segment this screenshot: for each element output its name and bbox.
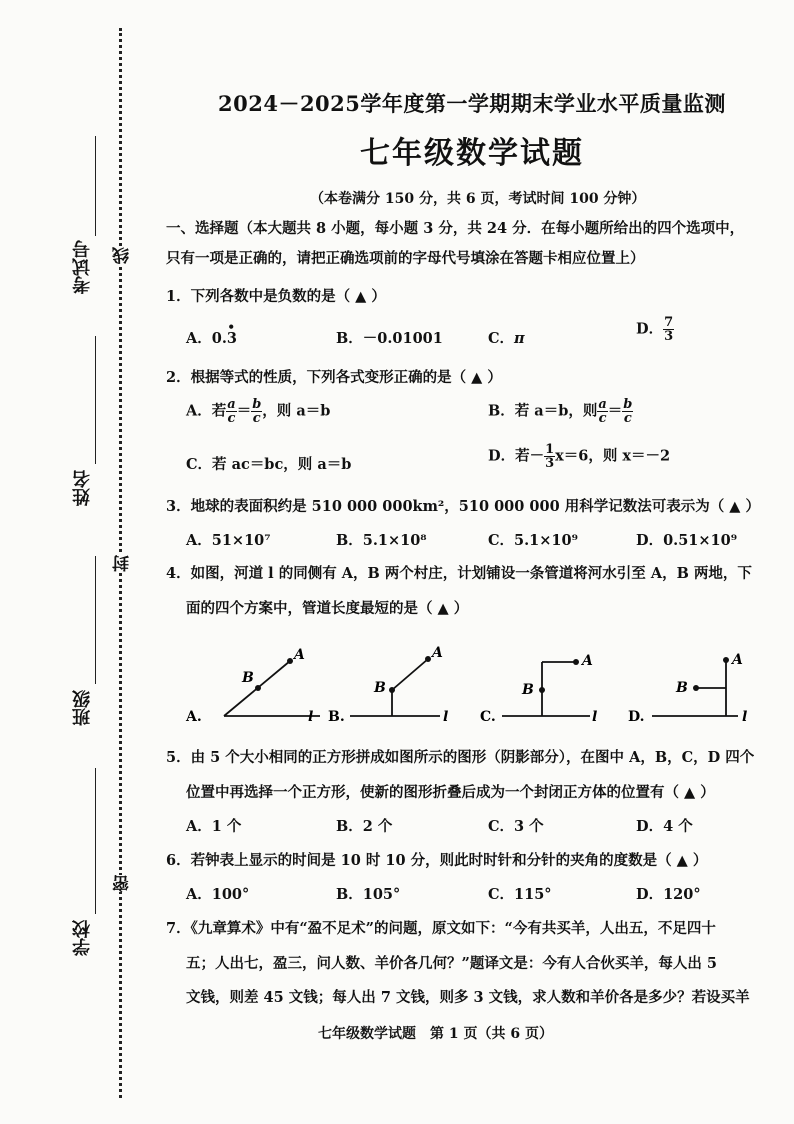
- q4-figures: [180, 640, 770, 730]
- school-label: 学校: [72, 920, 93, 956]
- exam-title: 2024－2025学年度第一学期期末学业水平质量监测: [218, 91, 726, 116]
- q5-option-a: A．1 个: [186, 818, 242, 835]
- q1-option-d: D． $\frac{7}{3}$: [636, 315, 674, 344]
- svg-text:B: B: [374, 680, 386, 696]
- q5-line2: 位置中再选择一个正方形，使新的图形折叠后成为一个封闭正方体的位置有（ ▲ ）: [186, 784, 715, 801]
- q1-option-a: [186, 320, 237, 348]
- page-footer: 七年级数学试题 第 1 页（共 6 页）: [318, 1026, 553, 1042]
- repeating-dot: •: [227, 320, 235, 334]
- q4-figure-c: [480, 653, 597, 725]
- svg-text:l: l: [308, 709, 314, 725]
- svg-text:l: l: [592, 709, 598, 725]
- svg-text:A: A: [294, 647, 305, 663]
- q1-a-label: A．: [186, 330, 212, 347]
- q4-figure-a: [185, 647, 320, 725]
- name-blank: [95, 336, 96, 464]
- q2-option-a: A．若 $\frac{a}{c}$ ＝ $\frac{b}{c}$ ，则 a＝b: [186, 397, 331, 426]
- svg-text:C.: C.: [480, 709, 496, 725]
- section1-intro-line1: 一、选择题（本大题共 8 小题，每小题 3 分，共 24 分．在每小题所给出的四个选项中，: [166, 220, 745, 237]
- class-label: 班级: [72, 690, 93, 726]
- svg-text:D.: D.: [628, 709, 645, 725]
- svg-text:B: B: [676, 680, 688, 696]
- q6-stem: 6．若钟表上显示的时间是 10 时 10 分，则此时时针和分针的夹角的度数是（ ▲ ）: [166, 852, 708, 869]
- exam-number-label: 考试号: [72, 240, 93, 294]
- svg-text:l: l: [443, 709, 449, 725]
- q6-option-b: B．105°: [336, 886, 401, 903]
- q3-option-c: C．5.1×10⁹: [488, 532, 578, 549]
- q7-line3: 文钱，则差 45 文钱；每人出 7 文钱，则多 3 文钱，求人数和羊价各是多少？若设买羊: [186, 989, 750, 1006]
- school-blank: [95, 768, 96, 914]
- subject-title: 七年级数学试题: [360, 136, 584, 171]
- q5-option-b: B．2 个: [336, 818, 393, 835]
- q6-option-d: D．120°: [636, 886, 701, 903]
- q3-option-d: D．0.51×10⁹: [636, 532, 738, 549]
- svg-text:A: A: [732, 652, 743, 668]
- q7-line1: 7．《九章算术》中有“盈不足术”的问题，原文如下：“今有共买羊，人出五，不足四十: [166, 920, 716, 937]
- svg-text:A: A: [432, 645, 443, 661]
- q4-line1: 4．如图，河道 l 的同侧有 A，B 两个村庄，计划铺设一条管道将河水引至 A，B 两地，下: [166, 565, 752, 582]
- q2-stem: 2．根据等式的性质，下列各式变形正确的是（ ▲ ）: [166, 369, 502, 386]
- q3-option-a: A．51×10⁷: [186, 532, 271, 549]
- svg-text:B.: B.: [328, 709, 345, 725]
- q5-line1: 5．由 5 个大小相同的正方形拼成如图所示的图形（阴影部分），在图中 A，B，C，D 四个: [166, 749, 755, 766]
- q6-option-a: A．100°: [186, 886, 250, 903]
- q1-option-b: B．－0.01001: [336, 330, 443, 347]
- seal-seal-char: 封: [110, 555, 135, 572]
- svg-text:A: A: [582, 653, 593, 669]
- name-label: 姓名: [72, 470, 93, 506]
- class-blank: [95, 556, 96, 684]
- q1-d-fraction: $\frac{7}{3}$: [664, 315, 674, 344]
- q5-option-d: D．4 个: [636, 818, 693, 835]
- q1-option-c: C．π: [488, 330, 525, 347]
- seal-secret-char: 密: [110, 875, 135, 892]
- q2-option-d: D．若－ $\frac{1}{3}$ x＝6，则 x＝－2: [488, 442, 671, 471]
- section1-intro-line2: 只有一项是正确的，请把正确选项前的字母代号填涂在答题卡相应位置上）: [166, 250, 645, 267]
- q3-option-b: B．5.1×10⁸: [336, 532, 427, 549]
- q3-stem: 3．地球的表面积约是 510 000 000km²，510 000 000 用科学记数法可表示为（ ▲ ）: [166, 498, 760, 515]
- exam-note: （本卷满分 150 分，共 6 页，考试时间 100 分钟）: [310, 191, 646, 207]
- q2-option-b: B．若 a＝b，则 $\frac{a}{c}$ ＝ $\frac{b}{c}$: [488, 397, 633, 426]
- q4-figure-d: [628, 652, 747, 725]
- seal-line-char: 线: [110, 247, 135, 264]
- exam-number-blank: [95, 136, 96, 236]
- q2-option-c: C．若 ac＝bc，则 a＝b: [186, 456, 352, 473]
- svg-text:l: l: [742, 709, 748, 725]
- q1-a-value: 0.3 •: [211, 320, 237, 347]
- q7-line2: 五；人出七，盈三，问人数、羊价各几何？”题译文是：今有人合伙买羊，每人出 5: [186, 955, 717, 972]
- svg-text:A.: A.: [186, 709, 202, 725]
- q6-option-c: C．115°: [488, 886, 552, 903]
- q4-line2: 面的四个方案中，管道长度最短的是（ ▲ ）: [186, 600, 469, 617]
- q5-option-c: C．3 个: [488, 818, 544, 835]
- q1-stem: 1．下列各数中是负数的是（ ▲ ）: [166, 288, 386, 305]
- q4-figure-b: [328, 645, 448, 725]
- svg-text:B: B: [242, 670, 254, 686]
- svg-text:B: B: [522, 682, 534, 698]
